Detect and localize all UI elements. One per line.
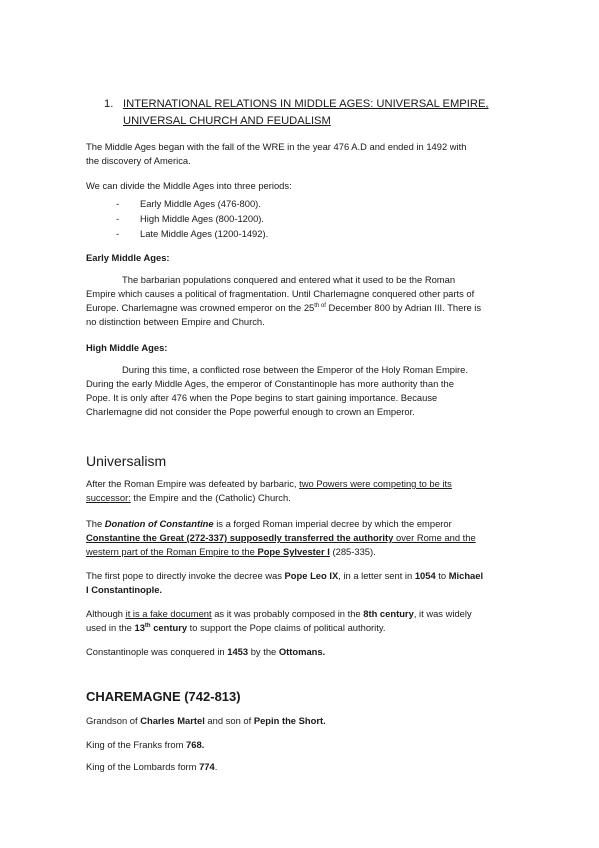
bold-text: 8th century (363, 608, 414, 619)
period-late: Late Middle Ages (1200-1492). (140, 228, 269, 239)
period-high: High Middle Ages (800-1200). (140, 213, 265, 224)
early-line-3: Europe. Charlemagne was crowned emperor on the 25 (86, 302, 315, 313)
section-number: 1. (104, 98, 114, 110)
underlined-text: successor: (86, 492, 131, 503)
text-run: by the (248, 646, 279, 657)
early-line-1: The barbarian populations conquered and entered what it used to be the Roman (122, 274, 456, 285)
underlined-bold-text: supposedly transferred the authority (229, 532, 394, 543)
underlined-bold-text: Pope Sylvester I (257, 546, 330, 557)
high-line-3: Pope. It is only after 476 when the Pope begins to start gaining importance. Because (86, 392, 438, 403)
title-line-1: INTERNATIONAL RELATIONS IN MIDDLE AGES: UNIVERSAL EMPIRE, (123, 98, 489, 110)
period-early: Early Middle Ages (476-800). (140, 198, 261, 209)
donation-term: Donation of Constantine (104, 518, 214, 529)
universalism-heading: Universalism (86, 453, 167, 469)
bold-text: 1453 (227, 646, 249, 657)
date-superscript: th of (314, 303, 326, 309)
bold-text: I Constantinople. (86, 584, 163, 595)
bold-text: Ottomans. (278, 646, 326, 657)
text-run: to support the Pope claims of political authority. (187, 622, 386, 633)
list-item (116, 226, 416, 241)
list-item (116, 211, 416, 226)
list-dash: - (116, 228, 120, 239)
bold-text: Pepin the Short. (253, 715, 326, 726)
text-run: is a forged Roman imperial decree by which the emperor (213, 518, 452, 529)
early-heading: Early Middle Ages: (86, 252, 170, 263)
text-run: to (435, 570, 449, 581)
bold-text: 1054 (414, 570, 436, 581)
title-line-2: UNIVERSAL CHURCH AND FEUDALISM (123, 115, 331, 127)
text-run: King of the Lombards form (86, 761, 200, 772)
bold-text: 13 (134, 622, 145, 633)
intro-paragraph (86, 140, 514, 168)
text-run: After the Roman Empire was defeated by barbaric, (86, 478, 300, 489)
high-paragraph (86, 363, 514, 419)
list-dash: - (116, 198, 120, 209)
intro-line-2: the discovery of America. (86, 155, 191, 166)
bold-text: century (150, 622, 188, 633)
donation-paragraph (86, 517, 514, 559)
text-run: Although (86, 608, 126, 619)
list-item (116, 196, 416, 211)
bold-text: 768. (186, 739, 205, 750)
periods-intro: We can divide the Middle Ages into three periods: (86, 180, 292, 191)
charlemagne-line-2 (86, 738, 514, 752)
text-run: . (214, 761, 218, 772)
underlined-text: over Rome and the (393, 532, 476, 543)
high-line-2: During the early Middle Ages, the emperor of Constantinople has more authority than the (86, 378, 454, 389)
bold-text: Charles Martel (140, 715, 205, 726)
high-heading: High Middle Ages: (86, 342, 168, 353)
underlined-text: western part of the Roman Empire to the (86, 546, 258, 557)
text-run: The first pope to directly invoke the decree was (86, 570, 285, 581)
early-line-2: Empire which causes a political of fragmentation. Until Charlemagne conquered other parts of (86, 288, 475, 299)
charlemagne-line-3 (86, 760, 514, 774)
text-run: (285-335). (329, 546, 376, 557)
early-line-3-rest: December 800 by Adrian III. There is (325, 302, 482, 313)
text-run: Constantinople was conquered in (86, 646, 228, 657)
underlined-text: it is a fake document (125, 608, 212, 619)
underlined-text: two Powers were competing to be its (299, 478, 452, 489)
charlemagne-heading: CHAREMAGNE (742-813) (86, 689, 241, 704)
section-title (104, 96, 524, 130)
text-run: used in the (86, 622, 135, 633)
periods-list (116, 196, 416, 241)
text-run: King of the Franks from (86, 739, 187, 750)
list-dash: - (116, 213, 120, 224)
early-line-4: no distinction between Empire and Church. (86, 316, 265, 327)
constantinople-paragraph (86, 645, 514, 659)
text-run: , in a letter sent in (338, 570, 415, 581)
high-line-4: Charlemagne did not consider the Pope powerful enough to crown an Emperor. (86, 406, 415, 417)
text-run: Grandson of (86, 715, 141, 726)
text-run: , it was widely (413, 608, 472, 619)
text-run: The (86, 518, 105, 529)
bold-text: 774 (199, 761, 215, 772)
century-superscript: th (144, 623, 151, 629)
fake-document-paragraph (86, 607, 514, 635)
high-line-1: During this time, a conflicted rose between the Emperor of the Holy Roman Empire. (122, 364, 468, 375)
text-run: as it was probably composed in the (211, 608, 364, 619)
intro-line-1: The Middle Ages began with the fall of the WRE in the year 476 A.D and ended in 1492 with (86, 141, 467, 152)
text-run: and son of (204, 715, 254, 726)
text-run: the Empire and the (Catholic) Church. (130, 492, 291, 503)
pope-leo-paragraph (86, 569, 514, 597)
bold-text: Michael (448, 570, 484, 581)
universalism-paragraph-1 (86, 477, 514, 505)
early-paragraph (86, 273, 514, 329)
underlined-bold-text: Constantine the Great (272-337) (86, 532, 228, 543)
charlemagne-line-1 (86, 714, 514, 728)
bold-text: Pope Leo IX (284, 570, 339, 581)
